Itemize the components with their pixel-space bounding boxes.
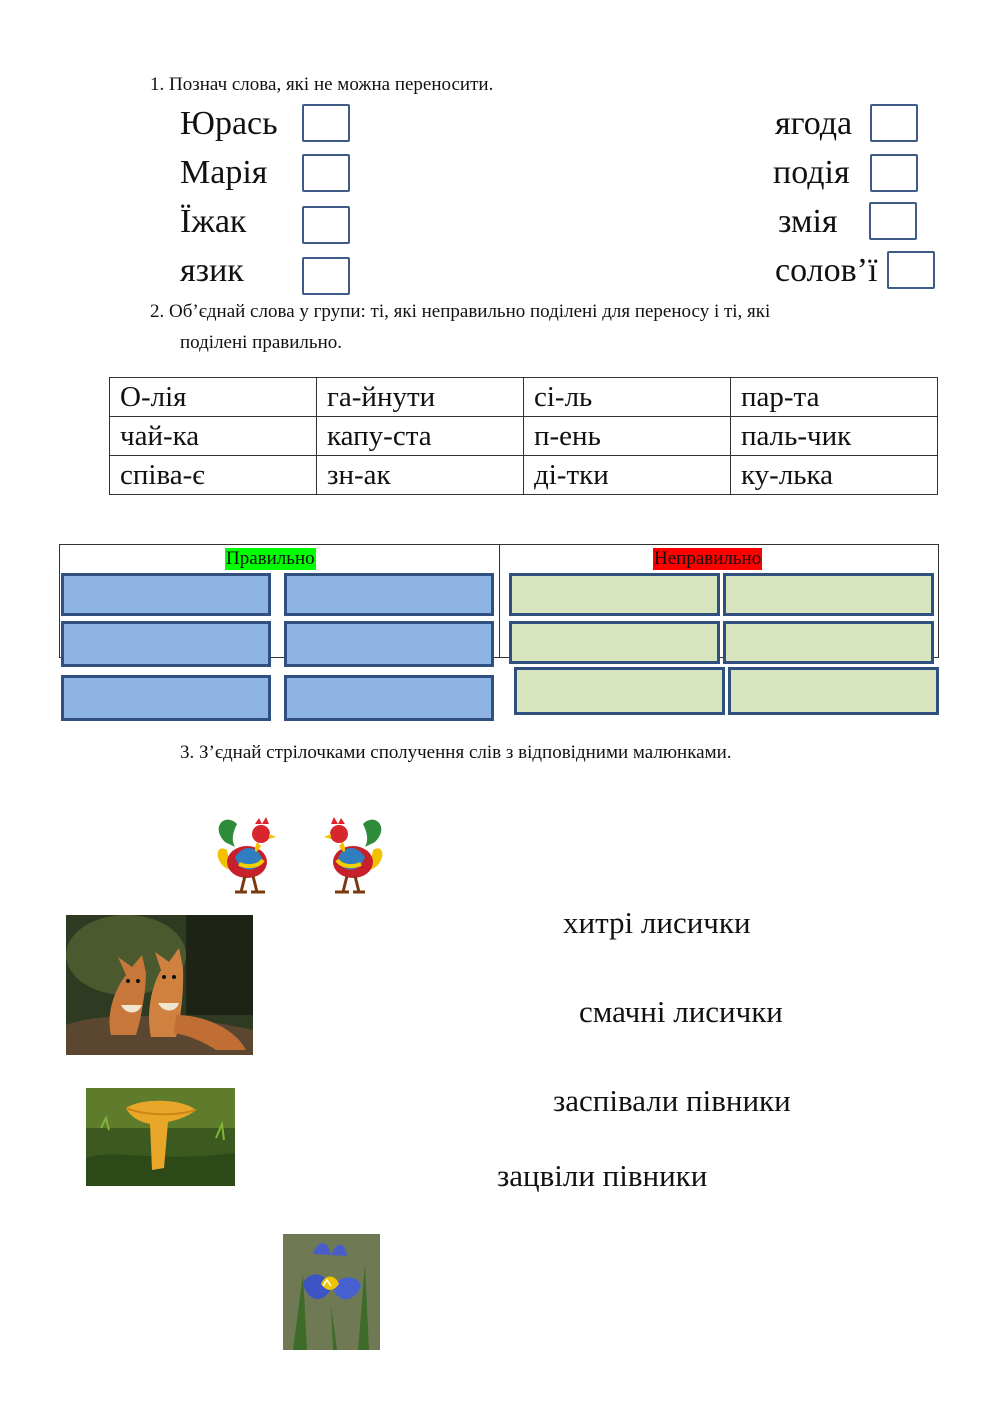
word-mariia: Марія [180, 154, 268, 191]
word-cell[interactable]: ку-лька [731, 456, 938, 495]
checkbox-mariia[interactable] [302, 154, 350, 192]
word-yazyk: язик [180, 252, 244, 289]
phrase-zatsvily-pivnyky[interactable]: зацвіли півники [497, 1158, 708, 1193]
word-cell[interactable]: О-лія [110, 378, 317, 417]
fox-cubs-image[interactable] [66, 915, 253, 1055]
word-cell[interactable]: сі-ль [524, 378, 731, 417]
drop-slot-wrong-4[interactable] [723, 621, 934, 664]
checkbox-yazyk[interactable] [302, 257, 350, 295]
phrase-zaspivaly-pivnyky[interactable]: заспівали півники [553, 1083, 791, 1118]
word-cell[interactable]: паль-чик [731, 417, 938, 456]
word-cell[interactable]: га-йнути [317, 378, 524, 417]
checkbox-yuras[interactable] [302, 104, 350, 142]
word-solovyi: солов’ї [775, 252, 878, 289]
drop-slot-wrong-5[interactable] [514, 667, 725, 715]
task2-title-line1: 2. Об’єднай слова у групи: ті, які неправильно поділені для переносу і ті, які [150, 301, 771, 322]
group-correct-header: Правильно [226, 548, 315, 569]
word-podiia: подія [773, 154, 850, 191]
table-row [110, 378, 938, 417]
table-row [110, 456, 938, 495]
drop-slot-wrong-6[interactable] [728, 667, 939, 715]
word-cell[interactable]: співа-є [110, 456, 317, 495]
checkbox-podiia[interactable] [870, 154, 918, 192]
phrase-smachni-lysychky[interactable]: смачні лисички [579, 994, 783, 1029]
drop-slot-correct-2[interactable] [284, 573, 494, 616]
iris-flower-image[interactable] [283, 1234, 380, 1350]
drop-slot-correct-6[interactable] [284, 675, 494, 721]
group-wrong-header: Неправильно [654, 548, 762, 569]
word-cell[interactable]: п-ень [524, 417, 731, 456]
roosters-image[interactable] [205, 812, 395, 897]
word-yizhak: Їжак [180, 203, 247, 240]
checkbox-yizhak[interactable] [302, 206, 350, 244]
chanterelle-mushroom-image[interactable] [86, 1088, 235, 1186]
drop-slot-correct-3[interactable] [61, 621, 271, 667]
word-cell[interactable]: чай-ка [110, 417, 317, 456]
checkbox-solovyi[interactable] [887, 251, 935, 289]
drop-slot-correct-1[interactable] [61, 573, 271, 616]
word-cell[interactable]: ді-тки [524, 456, 731, 495]
drop-slot-wrong-1[interactable] [509, 573, 720, 616]
task1-title: 1. Познач слова, які не можна переносити. [150, 74, 494, 95]
checkbox-yahoda[interactable] [870, 104, 918, 142]
word-cell[interactable]: зн-ак [317, 456, 524, 495]
rooster-icon [218, 817, 276, 892]
syllable-split-table [109, 377, 938, 495]
phrase-khytri-lysychky[interactable]: хитрі лисички [563, 905, 751, 940]
word-cell[interactable]: капу-ста [317, 417, 524, 456]
task2-title-line2: поділені правильно. [180, 332, 342, 353]
drop-slot-wrong-2[interactable] [723, 573, 934, 616]
drop-slot-wrong-3[interactable] [509, 621, 720, 664]
checkbox-zmiia[interactable] [869, 202, 917, 240]
word-yahoda: ягода [775, 105, 853, 142]
table-row [110, 417, 938, 456]
groups-divider [499, 544, 500, 658]
drop-slot-correct-4[interactable] [284, 621, 494, 667]
word-zmiia: змія [778, 203, 838, 240]
word-yuras: Юрась [180, 105, 278, 142]
rooster-icon [324, 817, 382, 892]
drop-slot-correct-5[interactable] [61, 675, 271, 721]
task3-title: 3. З’єднай стрілочками сполучення слів з відповідними малюнками. [180, 742, 732, 763]
word-cell[interactable]: пар-та [731, 378, 938, 417]
